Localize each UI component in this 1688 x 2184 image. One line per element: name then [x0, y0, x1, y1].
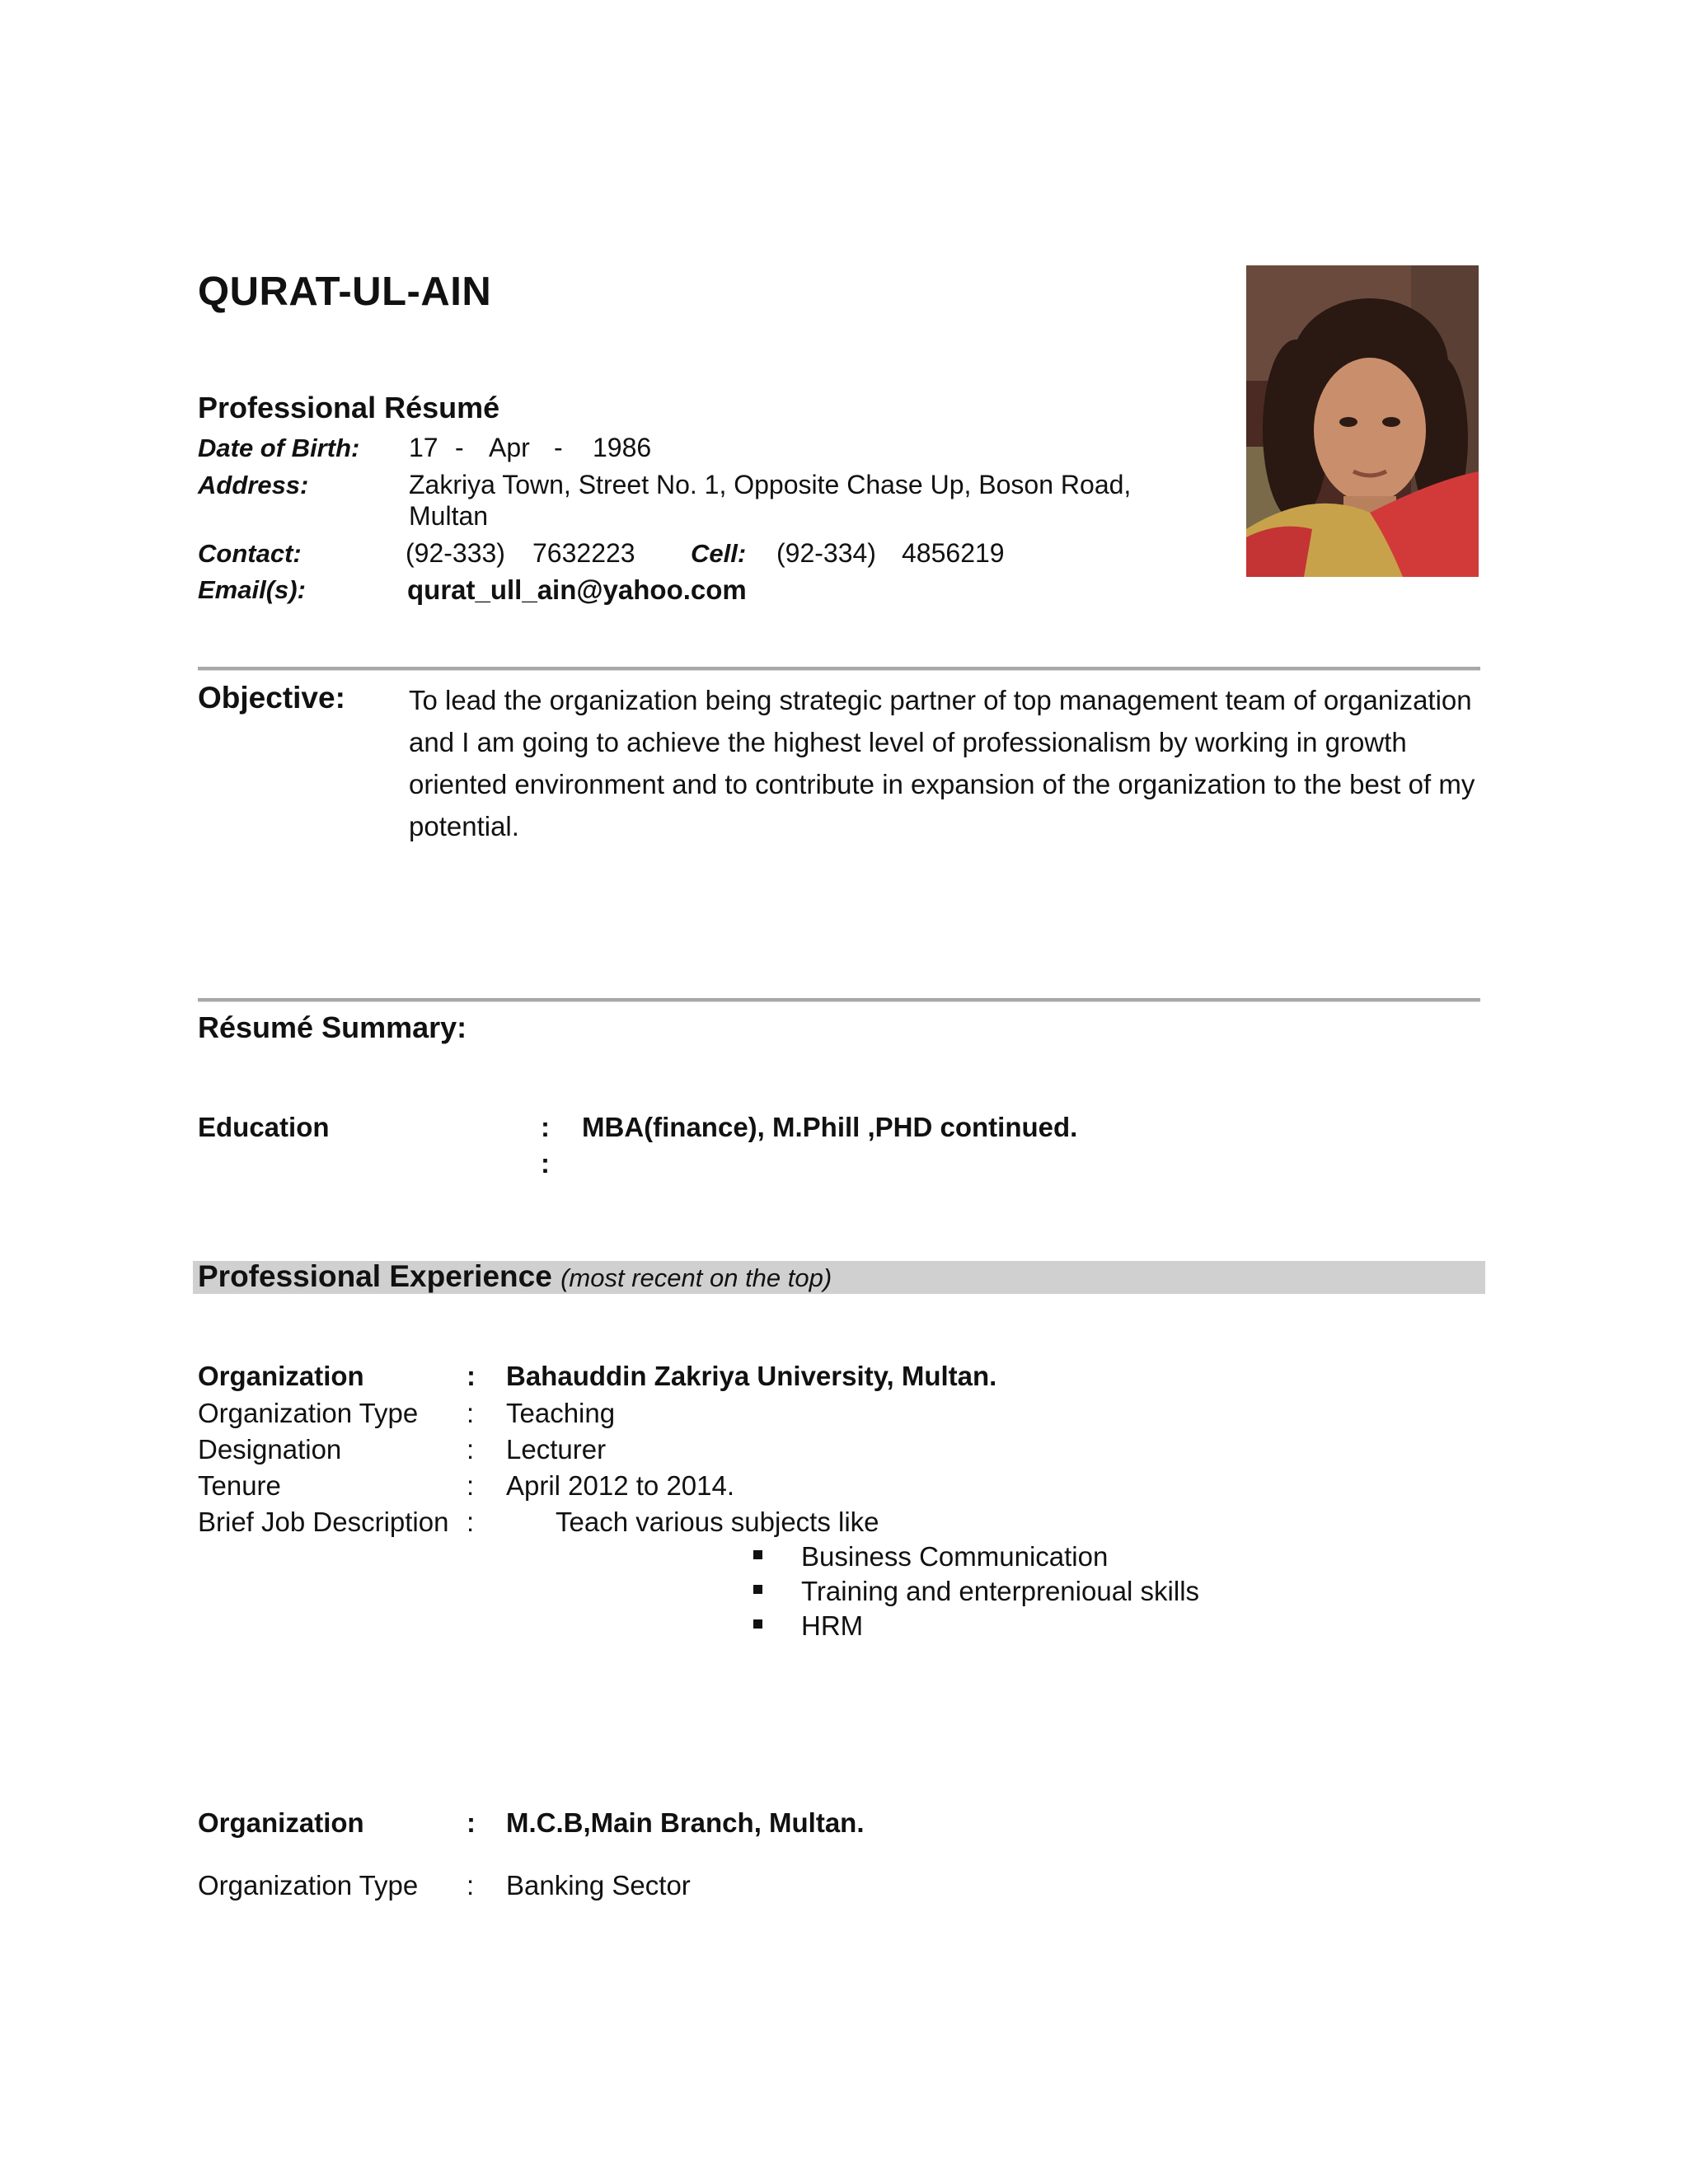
contact-number: 7632223 — [532, 538, 635, 568]
dob-month: Apr — [489, 433, 530, 462]
experience-note: (most recent on the top) — [560, 1263, 832, 1292]
bullet-icon — [753, 1619, 762, 1629]
organization-type-value: Banking Sector — [506, 1870, 691, 1900]
designation-label: Designation — [198, 1434, 342, 1465]
colon: : — [467, 1870, 475, 1900]
colon: : — [541, 1112, 550, 1142]
subject-item: HRM — [801, 1610, 864, 1641]
address-line-2: Multan — [409, 501, 489, 531]
tenure-value: April 2012 to 2014. — [506, 1470, 735, 1501]
tenure-label: Tenure — [198, 1470, 281, 1501]
colon: : — [467, 1470, 475, 1501]
objective-text: To lead the organization being strategic partner of top management team of organization and I am going to achieve the highest level of professionalism by working in growth oriented environment and to contribute in expansion of the organization to the best of my potential. — [409, 685, 1475, 841]
cell-label: Cell: — [691, 539, 747, 568]
colon: : — [467, 1398, 475, 1428]
subject-item: Business Communication — [801, 1541, 1109, 1572]
organization-type-label: Organization Type — [198, 1398, 419, 1428]
dob-label: Date of Birth: — [198, 434, 360, 462]
designation-value: Lecturer — [506, 1434, 607, 1465]
organization-value: M.C.B,Main Branch, Multan. — [506, 1807, 865, 1838]
dob-day: 17 — [409, 433, 438, 462]
dob-separator: - — [554, 433, 563, 462]
subject-item: Training and enterprenioual skills — [801, 1576, 1200, 1606]
education-value: MBA(finance), M.Phill ,PHD continued. — [582, 1112, 1078, 1142]
job-description-value: Teach various subjects like — [556, 1507, 879, 1537]
bullet-icon — [753, 1550, 762, 1559]
cell-area-code: (92-334) — [776, 538, 876, 568]
summary-title: Résumé Summary: — [198, 1010, 467, 1044]
resume-subtitle: Professional Résumé — [198, 391, 500, 424]
address-label: Address: — [198, 471, 309, 499]
colon: : — [467, 1361, 476, 1391]
job-description-label: Brief Job Description — [198, 1507, 449, 1537]
contact-label: Contact: — [198, 539, 302, 568]
organization-type-value: Teaching — [506, 1398, 616, 1428]
contact-area-code: (92-333) — [406, 538, 505, 568]
organization-label: Organization — [198, 1361, 364, 1391]
bullet-icon — [753, 1585, 762, 1594]
email-address[interactable]: qurat_ull_ain@yahoo.com — [407, 574, 747, 605]
organization-type-label: Organization Type — [198, 1870, 419, 1900]
objective-label: Objective: — [198, 681, 345, 715]
dob-separator: - — [455, 433, 464, 462]
email-label: Email(s): — [198, 575, 306, 604]
colon: : — [541, 1148, 550, 1179]
profile-photo — [1246, 265, 1479, 577]
section-divider — [198, 667, 1480, 671]
colon: : — [467, 1507, 475, 1537]
dob-year: 1986 — [593, 433, 652, 462]
colon: : — [467, 1434, 475, 1465]
organization-label: Organization — [198, 1807, 364, 1838]
address-line-1: Zakriya Town, Street No. 1, Opposite Chase Up, Boson Road, — [409, 470, 1132, 499]
organization-value: Bahauddin Zakriya University, Multan. — [506, 1361, 997, 1391]
candidate-name: QURAT-UL-AIN — [198, 269, 492, 314]
portrait-image — [1246, 265, 1479, 577]
section-divider — [198, 998, 1480, 1002]
education-label: Education — [198, 1112, 330, 1142]
cell-number: 4856219 — [902, 538, 1005, 568]
colon: : — [467, 1807, 476, 1838]
experience-title — [198, 1259, 832, 1294]
experience-title-text: Professional Experience — [198, 1259, 552, 1293]
